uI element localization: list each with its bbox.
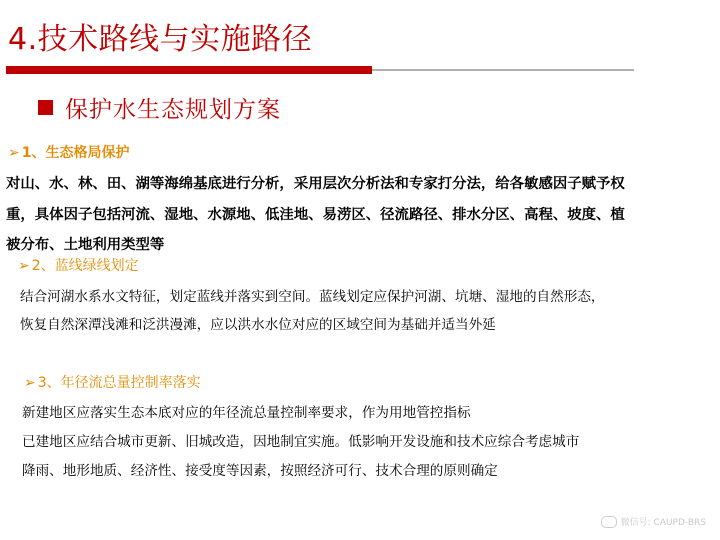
body-line: 对山、水、林、田、湖等海绵基底进行分析，采用层次分析法和专家打分法，给各敏感因子赋予权 xyxy=(6,176,625,192)
body-line: 新建地区应落实生态本底对应的年径流总量控制率要求，作为用地管控指标 xyxy=(22,405,471,421)
title-underline-grey xyxy=(372,69,634,71)
section-1-body xyxy=(6,169,625,261)
wechat-icon xyxy=(601,516,617,528)
arrow-bullet-icon: ➢ xyxy=(8,145,20,161)
body-line: 恢复自然深潭浅滩和泛洪漫滩，应以洪水水位对应的区域空间为基础并适当外延 xyxy=(20,317,496,333)
section-2-heading-text: 2、蓝线绿线划定 xyxy=(31,258,139,274)
square-bullet-icon xyxy=(38,100,53,115)
watermark-text: 微信号: CAUPD-BRS xyxy=(620,518,706,528)
watermark xyxy=(601,515,706,528)
arrow-bullet-icon: ➢ xyxy=(18,258,30,274)
slide-subtitle: 保护水生态规划方案 xyxy=(65,96,281,123)
arrow-bullet-icon: ➢ xyxy=(24,375,36,391)
body-line: 重，具体因子包括河流、湿地、水源地、低洼地、易涝区、径流路径、排水分区、高程、坡度、植 xyxy=(6,206,625,223)
subtitle-row xyxy=(38,92,281,122)
section-2-heading xyxy=(18,256,139,276)
title-underline-red xyxy=(6,66,372,74)
body-line: 被分布、土地利用类型等 xyxy=(6,237,165,253)
body-line: 结合河湖水系水文特征，划定蓝线并落实到空间。蓝线划定应保护河湖、坑塘、湿地的自然形态， xyxy=(20,289,605,305)
slide-title: 4.技术路线与实施路径 xyxy=(8,22,313,57)
body-line: 已建地区应结合城市更新、旧城改造，因地制宜实施。低影响开发设施和技术应综合考虑城市 xyxy=(22,434,580,450)
body-line: 降雨、地形地质、经济性、接受度等因素，按照经济可行、技术合理的原则确定 xyxy=(22,463,498,479)
section-3-heading xyxy=(24,373,201,393)
section-1-heading-text: 1、生态格局保护 xyxy=(21,145,130,161)
section-3-heading-text: 3、年径流总量控制率落实 xyxy=(37,375,201,391)
section-2-body xyxy=(20,283,605,339)
section-3-body xyxy=(22,399,579,486)
section-1-heading xyxy=(8,143,129,163)
